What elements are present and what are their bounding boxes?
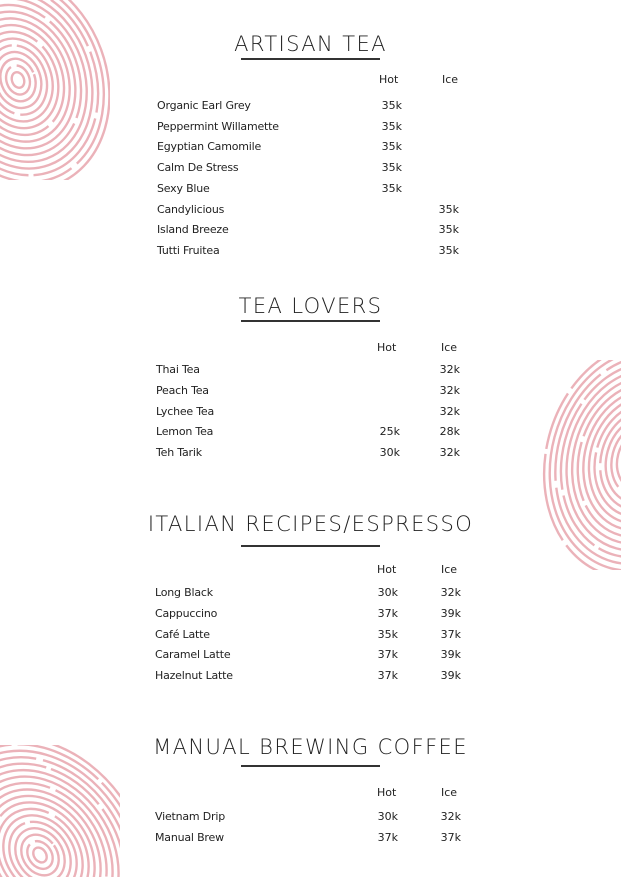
section-title: TEA LOVERS	[238, 294, 383, 318]
menu-item-row	[0, 120, 621, 140]
price-hot: 35k	[381, 140, 402, 154]
menu-item-row	[0, 405, 621, 425]
menu-item-name: Long Black	[155, 586, 213, 599]
col-ice-header: Ice	[441, 786, 458, 799]
menu-item-name: Peach Tea	[156, 383, 209, 397]
price-ice: 35k	[438, 243, 459, 257]
menu-item-row	[0, 203, 621, 223]
menu-item-row	[0, 586, 621, 606]
menu-item-name: Island Breeze	[157, 223, 229, 237]
menu-item-row	[0, 446, 621, 466]
price-hot: 30k	[377, 586, 398, 599]
menu-item-name: Hazelnut Latte	[155, 669, 233, 683]
menu-item-name: Thai Tea	[156, 363, 200, 376]
price-ice: 37k	[440, 830, 461, 844]
menu-item-name: Egyptian Camomile	[157, 140, 262, 154]
price-ice: 39k	[440, 606, 461, 620]
price-ice: 28k	[439, 425, 460, 439]
price-hot: 30k	[379, 446, 400, 460]
col-ice-header: Ice	[441, 563, 458, 576]
price-ice: 32k	[440, 586, 461, 599]
menu-item-name: Tutti Fruitea	[157, 243, 220, 257]
menu-item-name: Lemon Tea	[156, 425, 214, 439]
section-title: ARTISAN TEA	[234, 32, 387, 56]
menu-item-name: Café Latte	[155, 627, 210, 641]
col-hot-header: Hot	[379, 73, 399, 86]
title-underline	[241, 58, 380, 60]
menu-item-row	[0, 669, 621, 689]
price-ice: 39k	[440, 648, 461, 662]
price-hot: 35k	[381, 161, 402, 175]
price-hot: 35k	[381, 99, 402, 112]
price-hot: 37k	[377, 830, 398, 844]
menu-item-name: Vietnam Drip	[155, 810, 225, 823]
menu-item-row	[0, 628, 621, 648]
price-ice: 39k	[440, 669, 461, 683]
menu-item-row	[0, 363, 621, 383]
price-hot: 30k	[377, 810, 398, 823]
price-ice: 35k	[438, 223, 459, 237]
price-ice: 32k	[440, 810, 461, 823]
menu-item-name: Caramel Latte	[155, 648, 231, 662]
menu-item-name: Peppermint Willamette	[157, 119, 279, 133]
price-hot: 25k	[379, 425, 400, 439]
price-hot: 35k	[377, 627, 398, 641]
title-underline	[241, 320, 380, 322]
price-ice: 32k	[439, 446, 460, 460]
col-ice-header: Ice	[442, 73, 459, 86]
price-hot: 37k	[377, 669, 398, 683]
menu-item-name: Teh Tarik	[156, 446, 202, 460]
price-ice: 35k	[438, 202, 459, 216]
price-hot: 35k	[381, 119, 402, 133]
menu-item-row	[0, 425, 621, 445]
menu-item-row	[0, 648, 621, 668]
section-title: MANUAL BREWING COFFEE	[153, 735, 468, 759]
menu-item-name: Calm De Stress	[157, 161, 239, 175]
title-underline	[241, 545, 380, 547]
price-ice: 37k	[440, 627, 461, 641]
menu-item-row	[0, 810, 621, 830]
price-ice: 32k	[439, 363, 460, 376]
menu-item-row	[0, 161, 621, 181]
section-title: ITALIAN RECIPES/ESPRESSO	[147, 512, 474, 536]
menu-item-row	[0, 182, 621, 202]
menu-item-row	[0, 607, 621, 627]
col-hot-header: Hot	[377, 786, 397, 799]
menu-item-row	[0, 223, 621, 243]
menu-item-row	[0, 99, 621, 119]
price-hot: 37k	[377, 606, 398, 620]
menu-item-row	[0, 831, 621, 851]
menu-item-name: Organic Earl Grey	[157, 99, 251, 112]
menu-item-name: Manual Brew	[155, 830, 224, 844]
menu-item-name: Lychee Tea	[156, 404, 215, 418]
menu-item-name: Candylicious	[157, 202, 225, 216]
menu-item-name: Sexy Blue	[157, 181, 210, 195]
col-hot-header: Hot	[377, 341, 397, 354]
menu-item-row	[0, 140, 621, 160]
price-hot: 35k	[381, 181, 402, 195]
menu-item-name: Cappuccino	[155, 606, 218, 620]
price-ice: 32k	[439, 383, 460, 397]
menu-item-row	[0, 244, 621, 264]
menu-item-row	[0, 384, 621, 404]
price-hot: 37k	[377, 648, 398, 662]
price-ice: 32k	[439, 404, 460, 418]
title-underline	[241, 765, 380, 767]
col-ice-header: Ice	[441, 341, 458, 354]
col-hot-header: Hot	[377, 563, 397, 576]
